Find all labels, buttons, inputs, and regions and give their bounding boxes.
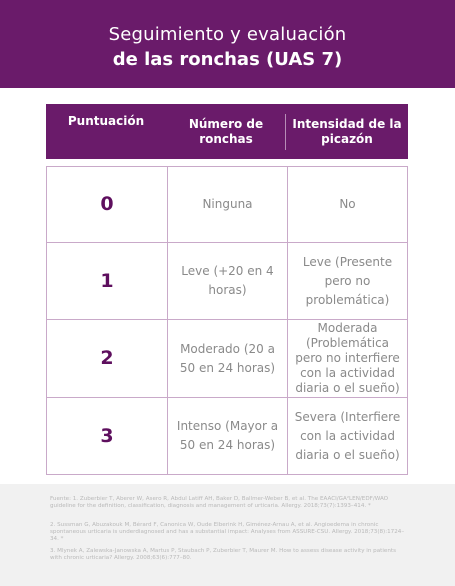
header-itch: Intensidad de la picazón — [292, 116, 402, 146]
header-hives: Número de ronchas — [188, 116, 264, 146]
hives-cell: Intenso (Mayor a 50 en 24 horas) — [167, 398, 287, 474]
hives-cell: Ninguna — [167, 167, 287, 242]
table-row — [47, 167, 407, 242]
table-row — [47, 319, 407, 397]
header-score: Puntuación — [67, 114, 145, 128]
table-row — [47, 242, 407, 319]
itch-cell: Moderada (Problemática pero no interfiere con la actividad diaria o el sueño) — [287, 320, 407, 397]
score-cell: 1 — [100, 269, 114, 292]
score-cell: 0 — [100, 193, 114, 215]
table-row — [47, 397, 407, 474]
title-line-2: de las ronchas (UAS 7) — [112, 49, 343, 70]
score-cell: 3 — [100, 424, 114, 447]
hives-cell: Moderado (20 a 50 en 24 horas) — [167, 320, 287, 397]
itch-cell: Leve (Presente pero no problemática) — [287, 243, 407, 319]
hives-cell: Leve (+20 en 4 horas) — [167, 243, 287, 319]
title-line-1: Seguimiento y evaluación — [108, 24, 347, 45]
reference-2: 2. Sussman G, Abuzakouk M, Bérard F, Canonica W, Oude Elberink H, Giménez-Arnau A, et al. Angioedema in chronic spontaneous urticaria is underdiagnosed and has a substantial impact: Analyses from ASSURE-CSU. Allergy. 2018;73(8):1724–34. * — [50, 522, 405, 543]
itch-cell: No — [287, 167, 407, 242]
table-header — [46, 104, 408, 159]
reference-3: 3. Mlynek A, Zalewska-Janowska A, Martus P, Staubach P, Zuberbier T, Maurer M. How to assess disease activity in patients with chronic urticaria? Allergy. 2008;63(6):777–80. — [50, 548, 396, 562]
reference-1: Fuente: 1. Zuberbier T, Aberer W, Asero R, Abdul Latiff AH, Baker D, Ballmer-Weber B, et al. The EAACI/GA²LEN/EDF/WAO guideline for the definition, classification, diagnosis and management of urticaria. Allergy. 2018;73(7):1393–414. * — [50, 496, 389, 510]
title-banner — [0, 0, 455, 88]
uas7-table — [46, 104, 408, 475]
itch-cell: Severa (Interfiere con la actividad diaria o el sueño) — [287, 398, 407, 474]
references-footer — [0, 484, 455, 586]
score-cell: 2 — [100, 347, 114, 369]
table-body — [46, 166, 408, 475]
